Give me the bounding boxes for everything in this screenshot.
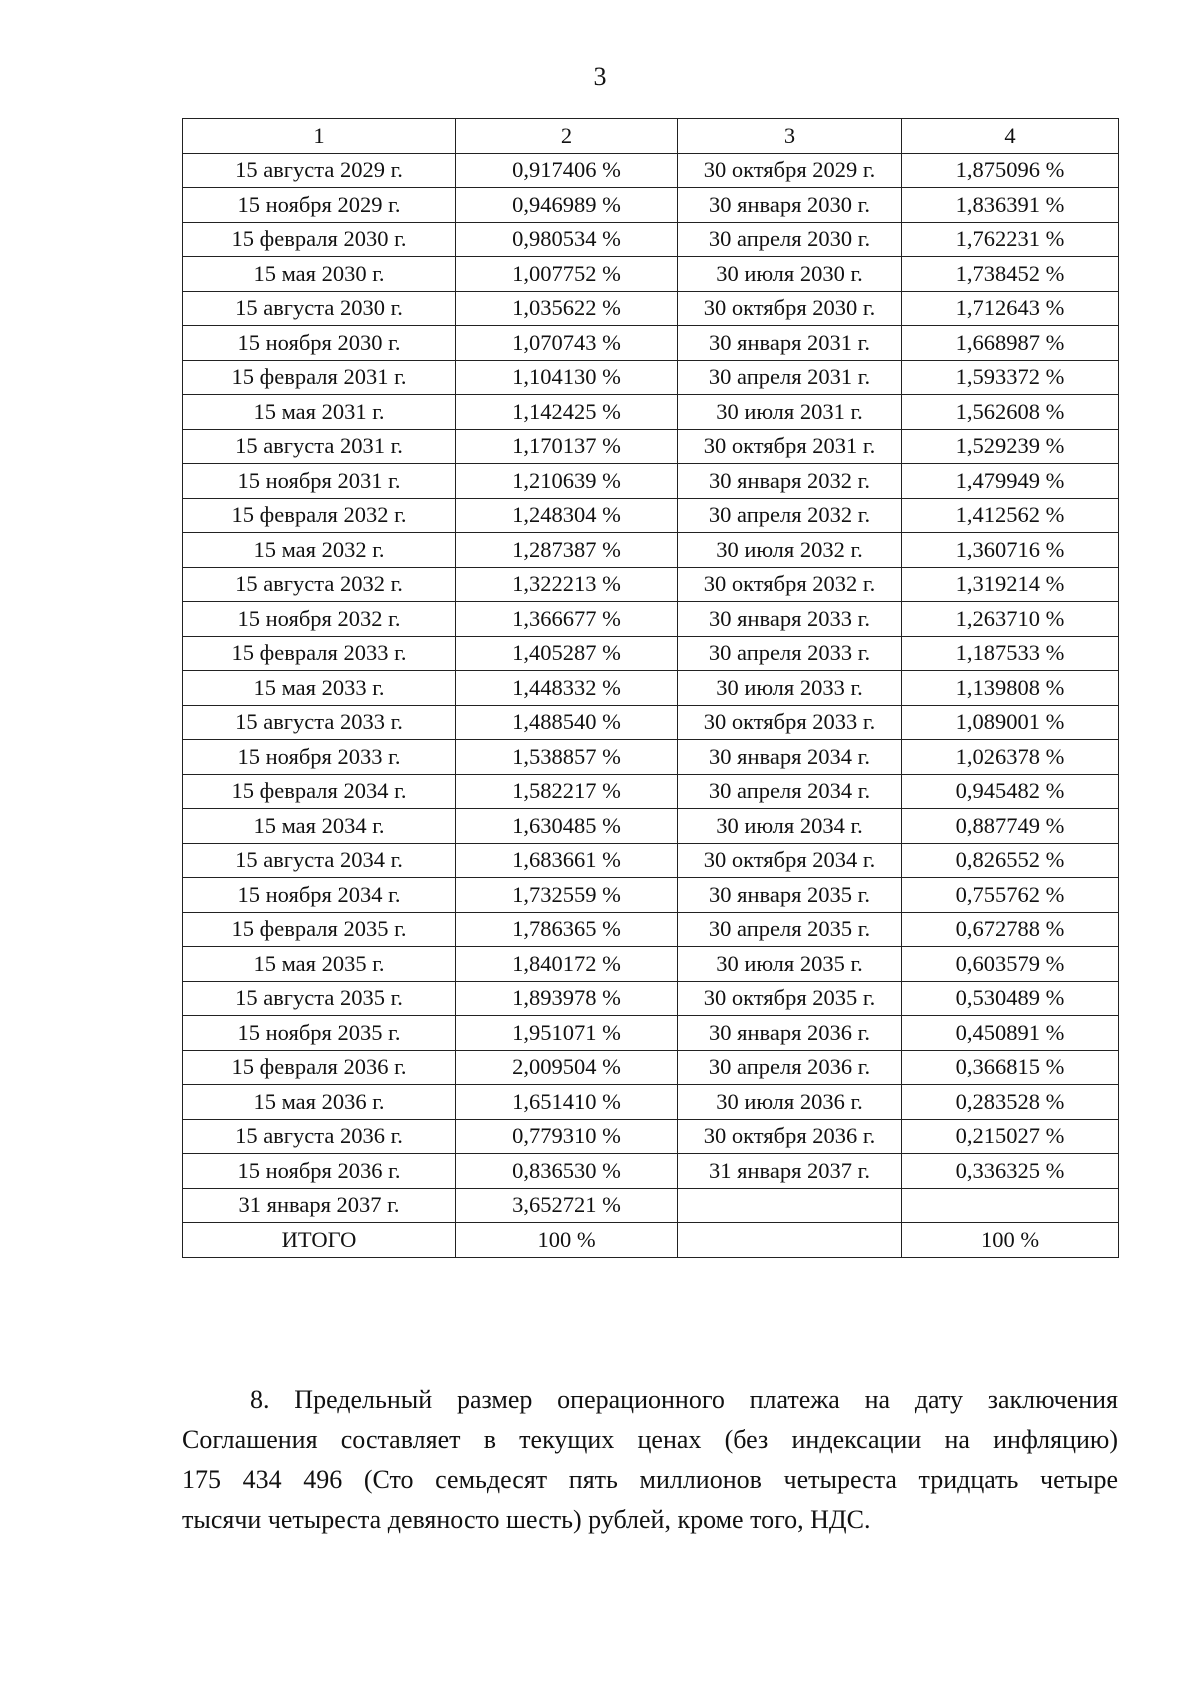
table-row [183, 947, 1119, 982]
table-cell: 1,582217 % [456, 774, 678, 809]
paragraph-line: Соглашения составляет в текущих ценах (без индексации на инфляцию) [182, 1425, 1118, 1454]
table-row [183, 153, 1119, 188]
table-cell: 1,170137 % [456, 429, 678, 464]
column-header: 4 [902, 119, 1119, 154]
column-header: 2 [456, 119, 678, 154]
table-cell: 30 октября 2036 г. [678, 1119, 902, 1154]
table-cell: 15 февраля 2030 г. [183, 222, 456, 257]
table-row [183, 1119, 1119, 1154]
table-cell: 30 января 2034 г. [678, 740, 902, 775]
table-cell: 15 мая 2033 г. [183, 671, 456, 706]
table-cell: 0,366815 % [902, 1050, 1119, 1085]
table-row [183, 671, 1119, 706]
table-cell: 1,007752 % [456, 257, 678, 292]
table-cell: 15 ноября 2031 г. [183, 464, 456, 499]
table-cell: 3,652721 % [456, 1188, 678, 1223]
table-cell: 15 мая 2034 г. [183, 809, 456, 844]
table-cell: 15 ноября 2032 г. [183, 602, 456, 637]
table-row [183, 326, 1119, 361]
table-cell: 1,738452 % [902, 257, 1119, 292]
table-cell: 30 апреля 2031 г. [678, 360, 902, 395]
table-cell: 1,732559 % [456, 878, 678, 913]
table-cell: 0,283528 % [902, 1085, 1119, 1120]
table-cell: 1,488540 % [456, 705, 678, 740]
table-cell: 31 января 2037 г. [678, 1154, 902, 1189]
table-row [183, 533, 1119, 568]
table-cell: 1,630485 % [456, 809, 678, 844]
table-cell: 1,405287 % [456, 636, 678, 671]
table-cell: 30 октября 2029 г. [678, 153, 902, 188]
table-cell: 1,089001 % [902, 705, 1119, 740]
table-cell: 15 августа 2034 г. [183, 843, 456, 878]
table-row [183, 222, 1119, 257]
table-row [183, 395, 1119, 430]
table-cell: 1,287387 % [456, 533, 678, 568]
table-cell: 100 % [902, 1223, 1119, 1258]
table-cell: 30 октября 2035 г. [678, 981, 902, 1016]
table-cell: 1,593372 % [902, 360, 1119, 395]
table-cell: 0,826552 % [902, 843, 1119, 878]
table-row [183, 809, 1119, 844]
table-cell: 1,836391 % [902, 188, 1119, 223]
table-cell: 30 октября 2033 г. [678, 705, 902, 740]
table-row [183, 567, 1119, 602]
table-cell: 1,412562 % [902, 498, 1119, 533]
table-cell: 30 июля 2032 г. [678, 533, 902, 568]
table-cell: 1,479949 % [902, 464, 1119, 499]
table-cell: 0,946989 % [456, 188, 678, 223]
table-cell: 0,603579 % [902, 947, 1119, 982]
table-row [183, 705, 1119, 740]
table-cell: 15 августа 2033 г. [183, 705, 456, 740]
table-row [183, 843, 1119, 878]
table-row [183, 257, 1119, 292]
table-cell: 1,104130 % [456, 360, 678, 395]
table-cell: 0,980534 % [456, 222, 678, 257]
table-cell: 30 апреля 2030 г. [678, 222, 902, 257]
table-cell: 30 апреля 2035 г. [678, 912, 902, 947]
page-number: 3 [593, 62, 607, 91]
table-row [183, 1085, 1119, 1120]
table-cell: 15 ноября 2033 г. [183, 740, 456, 775]
table-cell: 30 января 2031 г. [678, 326, 902, 361]
table-cell: 0,530489 % [902, 981, 1119, 1016]
table-cell: 15 ноября 2029 г. [183, 188, 456, 223]
table-cell: 100 % [456, 1223, 678, 1258]
table-row [183, 1154, 1119, 1189]
table-cell: 0,779310 % [456, 1119, 678, 1154]
table-row [183, 429, 1119, 464]
table-cell: 1,248304 % [456, 498, 678, 533]
table-cell: 30 июля 2031 г. [678, 395, 902, 430]
table-cell [678, 1223, 902, 1258]
table-cell: 0,755762 % [902, 878, 1119, 913]
table-cell: 1,026378 % [902, 740, 1119, 775]
table-cell: 30 апреля 2033 г. [678, 636, 902, 671]
table-row [183, 188, 1119, 223]
table-cell: 15 мая 2032 г. [183, 533, 456, 568]
table-row [183, 498, 1119, 533]
table-cell: 30 апреля 2032 г. [678, 498, 902, 533]
table-cell: 30 апреля 2034 г. [678, 774, 902, 809]
table-cell: 0,450891 % [902, 1016, 1119, 1051]
paragraph-line: 175 434 496 (Сто семьдесят пять миллионов четыреста тридцать четыре [182, 1465, 1118, 1494]
table-row [183, 602, 1119, 637]
table-row [183, 1016, 1119, 1051]
table-cell: 30 января 2032 г. [678, 464, 902, 499]
table-cell: 15 августа 2031 г. [183, 429, 456, 464]
table-cell: 1,562608 % [902, 395, 1119, 430]
table-cell: 15 ноября 2034 г. [183, 878, 456, 913]
table-row [183, 1188, 1119, 1223]
table-cell: 1,360716 % [902, 533, 1119, 568]
table-cell: 1,840172 % [456, 947, 678, 982]
table-cell: 30 июля 2034 г. [678, 809, 902, 844]
table-cell: 15 февраля 2036 г. [183, 1050, 456, 1085]
table-row [183, 740, 1119, 775]
table-cell: 1,786365 % [456, 912, 678, 947]
table-body [183, 153, 1119, 1257]
table-cell: 15 мая 2030 г. [183, 257, 456, 292]
table-cell: 15 августа 2032 г. [183, 567, 456, 602]
table-cell: 1,712643 % [902, 291, 1119, 326]
table-row [183, 774, 1119, 809]
table-cell: 30 января 2035 г. [678, 878, 902, 913]
table-cell: 15 августа 2029 г. [183, 153, 456, 188]
table-cell: 15 февраля 2032 г. [183, 498, 456, 533]
table-cell [902, 1188, 1119, 1223]
table-cell: 1,070743 % [456, 326, 678, 361]
table-row [183, 636, 1119, 671]
table-cell: 1,875096 % [902, 153, 1119, 188]
table-cell: 0,672788 % [902, 912, 1119, 947]
table-cell: 1,668987 % [902, 326, 1119, 361]
table-cell [678, 1188, 902, 1223]
table-row [183, 291, 1119, 326]
column-header: 3 [678, 119, 902, 154]
table-cell: 15 августа 2035 г. [183, 981, 456, 1016]
table-cell: 0,887749 % [902, 809, 1119, 844]
table-cell: 1,142425 % [456, 395, 678, 430]
table-cell: 30 июля 2036 г. [678, 1085, 902, 1120]
table-cell: 15 февраля 2034 г. [183, 774, 456, 809]
table-cell: 1,683661 % [456, 843, 678, 878]
table-cell: 15 февраля 2033 г. [183, 636, 456, 671]
paragraph-line: 8. Предельный размер операционного платежа на дату заключения [250, 1385, 1118, 1414]
table-cell: 1,210639 % [456, 464, 678, 499]
table-cell: 1,448332 % [456, 671, 678, 706]
table-cell: 0,215027 % [902, 1119, 1119, 1154]
table-cell: 1,762231 % [902, 222, 1119, 257]
table-row [183, 878, 1119, 913]
table-cell: 1,322213 % [456, 567, 678, 602]
table-cell: 1,187533 % [902, 636, 1119, 671]
table-cell: 31 января 2037 г. [183, 1188, 456, 1223]
table-cell: 1,319214 % [902, 567, 1119, 602]
table-cell: 15 мая 2031 г. [183, 395, 456, 430]
table-cell: 1,651410 % [456, 1085, 678, 1120]
table-cell: 1,366677 % [456, 602, 678, 637]
paragraph-8 [182, 1380, 1118, 1540]
table-row [183, 1223, 1119, 1258]
table-cell: 30 октября 2032 г. [678, 567, 902, 602]
table-cell: 15 ноября 2035 г. [183, 1016, 456, 1051]
table-cell: 0,917406 % [456, 153, 678, 188]
table-cell: 30 июля 2035 г. [678, 947, 902, 982]
table-cell: 0,945482 % [902, 774, 1119, 809]
table-cell: 1,139808 % [902, 671, 1119, 706]
table-cell: 15 февраля 2035 г. [183, 912, 456, 947]
table-cell: 1,529239 % [902, 429, 1119, 464]
table-cell: 30 октября 2034 г. [678, 843, 902, 878]
table-cell: 15 мая 2036 г. [183, 1085, 456, 1120]
table-cell: 15 ноября 2036 г. [183, 1154, 456, 1189]
table-cell: 2,009504 % [456, 1050, 678, 1085]
table-header-row [183, 119, 1119, 154]
table-cell: 30 октября 2031 г. [678, 429, 902, 464]
table-row [183, 1050, 1119, 1085]
table-cell: 30 июля 2033 г. [678, 671, 902, 706]
table-cell: 1,893978 % [456, 981, 678, 1016]
paragraph-line: тысячи четыреста девяносто шесть) рублей, кроме того, НДС. [182, 1505, 871, 1534]
table-cell: 30 января 2030 г. [678, 188, 902, 223]
table-cell: 0,836530 % [456, 1154, 678, 1189]
table-cell: 30 января 2033 г. [678, 602, 902, 637]
table-row [183, 912, 1119, 947]
table-row [183, 464, 1119, 499]
table-cell: 1,263710 % [902, 602, 1119, 637]
table-cell: 15 августа 2036 г. [183, 1119, 456, 1154]
table-cell: 0,336325 % [902, 1154, 1119, 1189]
table-cell: 15 мая 2035 г. [183, 947, 456, 982]
table-cell: 15 августа 2030 г. [183, 291, 456, 326]
column-header: 1 [183, 119, 456, 154]
table-cell: 30 июля 2030 г. [678, 257, 902, 292]
table-cell: 15 февраля 2031 г. [183, 360, 456, 395]
table-cell: 15 ноября 2030 г. [183, 326, 456, 361]
table-row [183, 981, 1119, 1016]
table-cell: 30 октября 2030 г. [678, 291, 902, 326]
table-cell: 1,035622 % [456, 291, 678, 326]
table-cell: 30 января 2036 г. [678, 1016, 902, 1051]
table-cell: 30 апреля 2036 г. [678, 1050, 902, 1085]
table-cell: 1,538857 % [456, 740, 678, 775]
table-cell: 1,951071 % [456, 1016, 678, 1051]
payment-schedule-table [182, 118, 1119, 1258]
table-row [183, 360, 1119, 395]
table-cell: ИТОГО [183, 1223, 456, 1258]
